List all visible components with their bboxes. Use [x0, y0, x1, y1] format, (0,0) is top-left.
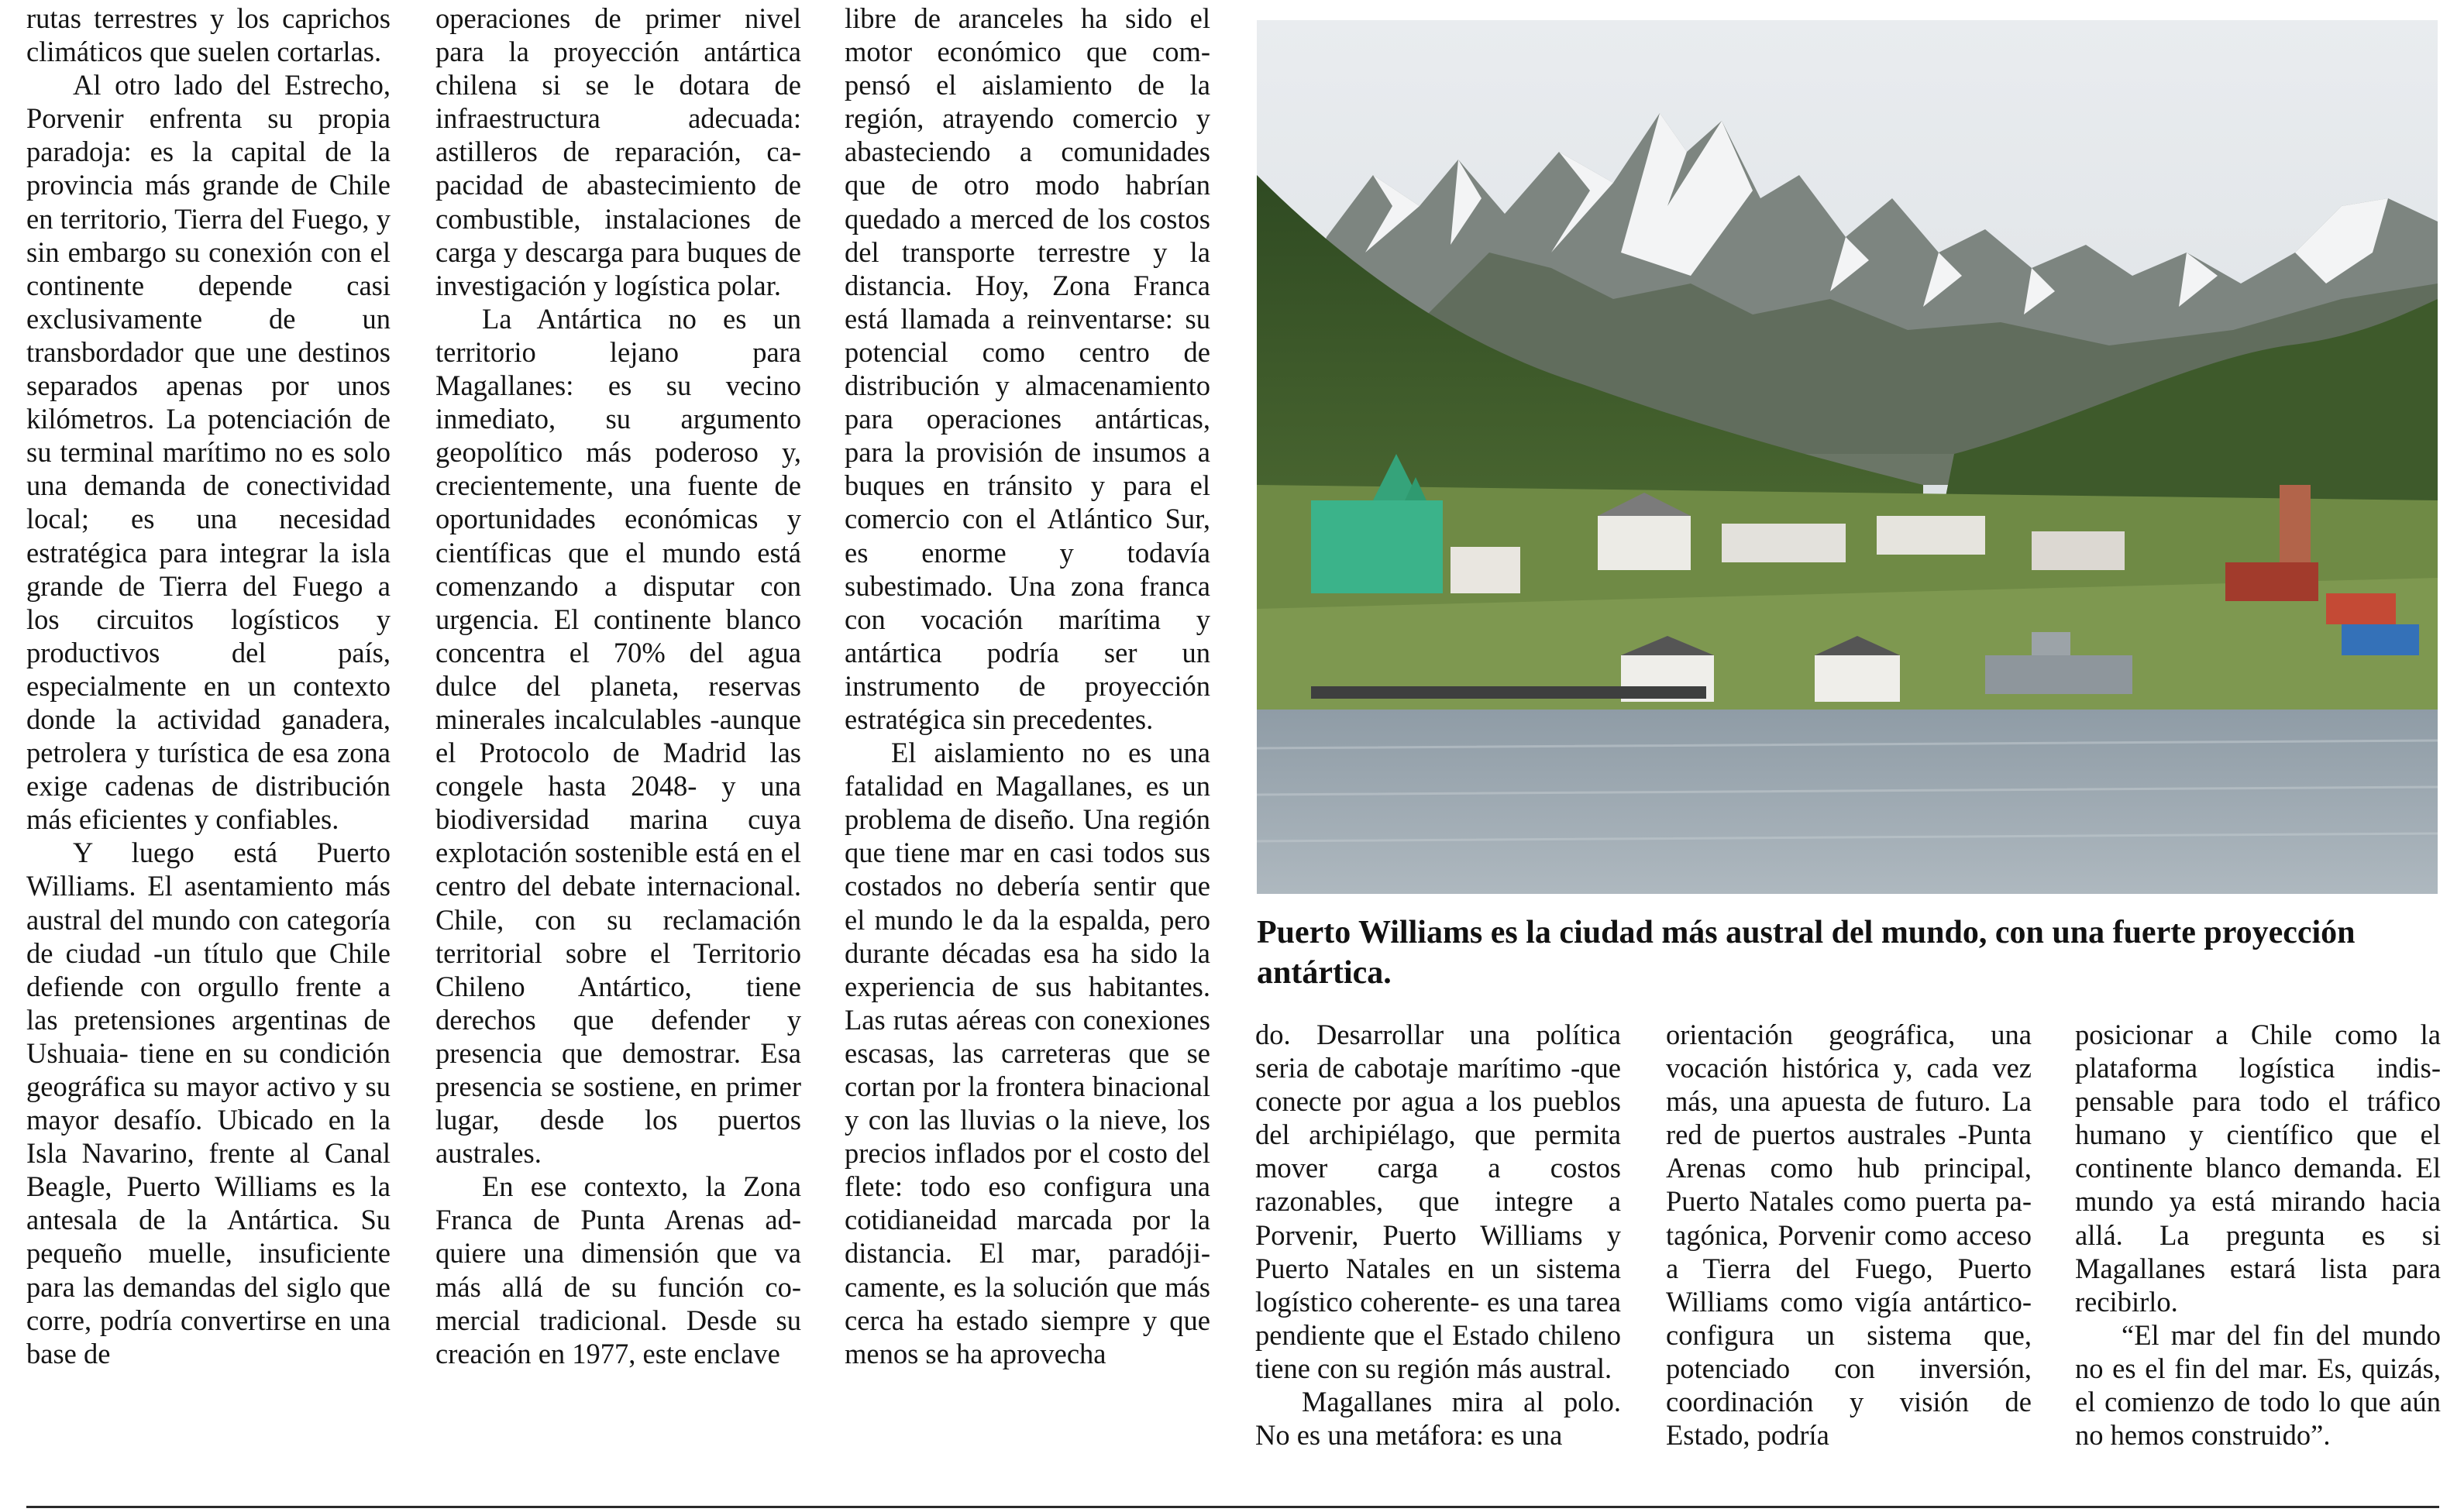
paragraph: operaciones de primer nivel para la proyección antártica chilena si se le dotara de infraestructura adecuada: astilleros de reparación, capacidad de abastecimiento de combustible, instalaciones de carga y descarga para buques de investigación y logística polar. [435, 2, 801, 301]
paragraph: “El mar del fin del mundo no es el fin del mar. Es, quizás, el comienzo de todo lo que aún no hemos construido”. [2075, 1318, 2441, 1452]
photo-caption: Puerto Williams es la ciudad más austral del mundo, con una fuerte proyección antártica. [1257, 915, 2356, 991]
paragraph: do. Desarrollar una política seria de cabotaje marítimo -que conecte por agua a los pueblos del archipiélago, que permita mover carga a costos razonables, que integre a Porvenir, Puerto Williams y Puerto Natales en un sistema logístico coherente- es una tarea pendiente que el Estado chileno tiene con su región más austral. [1255, 1019, 1621, 1384]
paragraph: libre de aranceles ha sido el motor económico que compensó el aislamiento de la región, atrayendo comercio y abasteciendo a comunidades que de otro modo habrían quedado a merced de los costos del transporte terrestre y la distancia. Hoy, Zona Franca está llamada a reinventarse: su potencial como centro de distribución y almacenamiento para operaciones antárticas, para la provisión de insumos a buques en tránsito y para el comercio con el Atlántico Sur, es enorme y todavía subestimado. Una zona franca con vocación marítima y antártica podría ser un instrumento de proyección estratégica sin precedentes. [845, 2, 1210, 735]
paragraph: El aislamiento no es una fatalidad en Magallanes, es un problema de diseño. Una región que tiene mar en casi todos sus costados no debería sentir que el mundo le da la espalda, pero durante décadas esa ha sido la experiencia de sus habitantes. Las rutas aéreas con conexiones escasas, las carreteras que se cortan por la frontera binacional y con las lluvias o la nieve, los precios inflados por el costo del flete: todo eso configura una cotidianeidad marcada por la distancia. El mar, paradójicamente, es la solución que más cerca ha estado siempre y que menos se ha aprovecha [845, 737, 1210, 1369]
paragraph: posicionar a Chile como la plataforma logística indispensable para todo el tráfico humano y científico que el continente blanco demanda. El mundo ya está mirando hacia allá. La pregunta es si Magallanes estará lista para recibirlo. [2075, 1019, 2441, 1318]
article-column-1 [26, 2, 391, 1481]
paragraph: Al otro lado del Estrecho, Porvenir enfrenta su propia paradoja: es la capital de la provincia más grande de Chile en territorio, Tierra del Fuego, y sin embargo su conexión con el continente depende casi exclusivamente de un transbordador que une destinos separados apenas por unos kilómetros. La potenciación de su terminal marítimo no es solo una demanda de conectividad local; es una necesidad estratégica para integrar la isla grande de Tierra del Fuego a los circuitos logísticos y productivos del país, especialmente en un contexto donde la actividad ganadera, petrolera y turística de esa zona exige cadenas de distribución más eficientes y confiables. [26, 69, 391, 836]
landscape-illustration [1257, 20, 2438, 894]
paragraph: Y luego está Puerto Williams. El asentamiento más austral del mundo con categoría de ciudad -un título que Chile defiende con orgullo frente a las pretensiones argentinas de Ushuaia- tiene en su condición geográfica su mayor activo y su mayor desafío. Ubicado en la Isla Navarino, frente al Canal Beagle, Puerto Williams es la antesala de la Antártica. Su pequeño muelle, insuficiente para las demandas del siglo que corre, podría convertirse en una base de [26, 837, 391, 1369]
article-column-4 [1255, 1018, 1621, 1483]
bottom-rule [26, 1506, 2439, 1508]
puerto-williams-photo [1257, 20, 2438, 894]
article-column-3 [845, 2, 1210, 1481]
paragraph: La Antártica no es un territorio lejano para Magallanes: es su vecino inmediato, su argumento geopolítico más poderoso y, crecientemente, una fuente de oportunidades económicas y científicas que el mundo está comenzando a disputar con urgencia. El continente blanco concentra el 70% del agua dulce del planeta, reservas minerales incalculables -aunque el Protocolo de Madrid las congele hasta 2048- y una biodiversidad marina cuya explotación sostenible está en el centro del debate internacional. Chile, con su reclamación territorial sobre el Territorio Chileno Antártico, tiene derechos que defender y presencia que demostrar. Esa presencia se sostiene, en primer lugar, desde los puertos australes. [435, 302, 801, 1170]
paragraph: Magallanes mira al polo. No es una metáfora: es una [1255, 1386, 1621, 1452]
paragraph: En ese contexto, la Zona Franca de Punta Arenas adquiere una dimensión que va más allá de su función comercial tradicional. Desde su creación en 1977, este enclave [435, 1170, 801, 1369]
article-column-6 [2075, 1018, 2441, 1483]
article-column-2 [435, 2, 801, 1481]
paragraph: rutas terrestres y los caprichos climáticos que suelen cortarlas. [26, 2, 391, 68]
article-column-5 [1666, 1018, 2032, 1483]
paragraph: orientación geográfica, una vocación histórica y, cada vez más, una apuesta de futuro. La red de puertos australes -Punta Arenas como hub principal, Puerto Natales como puerta patagónica, Porvenir como acceso a Tierra del Fuego, Puerto Williams como vigía antártico- configura un sistema que, potenciado con inversión, coordinación y visión de Estado, podría [1666, 1019, 2032, 1452]
